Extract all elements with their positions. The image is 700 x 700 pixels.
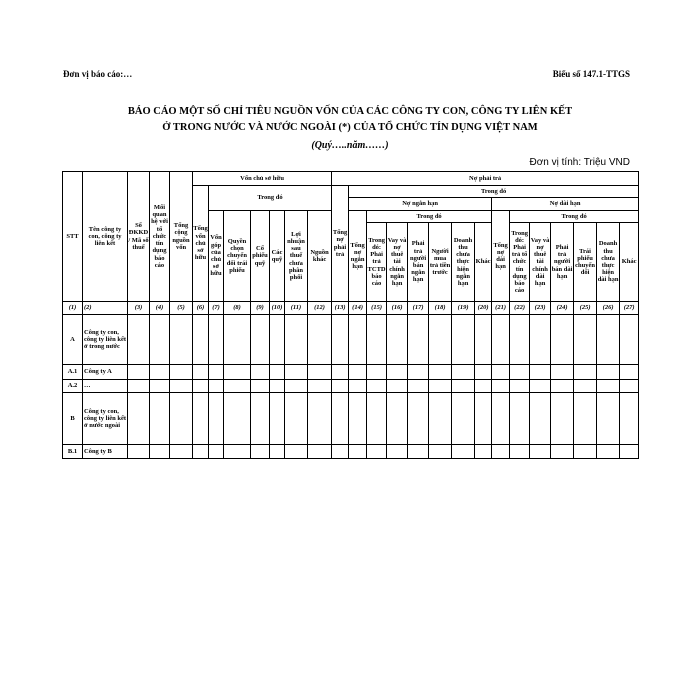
header-short-term-item: Trong đó: Phải trả TCTD báo cáo bbox=[367, 223, 387, 302]
column-number: (11) bbox=[285, 302, 308, 315]
header-liabilities-group: Nợ phải trả bbox=[332, 172, 639, 186]
unit-label: Đơn vị tính: Triệu VND bbox=[529, 157, 630, 168]
header-short-term-item: Doanh thu chưa thực hiện ngắn hạn bbox=[452, 223, 475, 302]
column-number: (4) bbox=[150, 302, 170, 315]
form-number: Biểu số 147.1-TTGS bbox=[552, 69, 630, 79]
column-number: (13) bbox=[332, 302, 349, 315]
report-table bbox=[62, 171, 639, 459]
header-short-term-item: Người mua trả tiền trước bbox=[429, 223, 452, 302]
header-long-term: Nợ dài hạn bbox=[492, 198, 639, 211]
row-stt: A.2 bbox=[63, 380, 83, 393]
header-short-term: Nợ ngắn hạn bbox=[349, 198, 492, 211]
header-short-term-item: Khác bbox=[475, 223, 492, 302]
column-number: (8) bbox=[224, 302, 251, 315]
column-number: (26) bbox=[597, 302, 620, 315]
row-company-name: Công ty B bbox=[83, 445, 128, 459]
column-number: (9) bbox=[251, 302, 270, 315]
report-period: (Quý…..năm……) bbox=[311, 140, 389, 151]
column-number: (18) bbox=[429, 302, 452, 315]
header-stt: STT bbox=[63, 172, 83, 302]
header-equity-item: Nguồn khác bbox=[308, 211, 332, 302]
column-number: (12) bbox=[308, 302, 332, 315]
header-long-term-item: Khác bbox=[620, 223, 639, 302]
row-company-name: Công ty con, công ty liên kết ở nước ngoài bbox=[83, 393, 128, 445]
header-liabilities-of-which: Trong đó bbox=[349, 186, 639, 198]
row-stt: B bbox=[63, 393, 83, 445]
column-number: (2) bbox=[83, 302, 128, 315]
header-long-term-item: Trái phiếu chuyển đổi bbox=[574, 223, 597, 302]
header-long-term-item: Phải trả người bán dài hạn bbox=[551, 223, 574, 302]
column-number: (7) bbox=[209, 302, 224, 315]
header-credit-relation: Mối quan hệ với tổ chức tín dụng báo cáo bbox=[150, 172, 170, 302]
column-number: (10) bbox=[270, 302, 285, 315]
row-company-name: Công ty con, công ty liên kết ở trong nước bbox=[83, 315, 128, 365]
column-number: (16) bbox=[387, 302, 408, 315]
column-number: (6) bbox=[193, 302, 209, 315]
column-number: (1) bbox=[63, 302, 83, 315]
column-number: (5) bbox=[170, 302, 193, 315]
header-long-term-item: Doanh thu chưa thực hiện dài hạn bbox=[597, 223, 620, 302]
column-number: (23) bbox=[530, 302, 551, 315]
column-number: (24) bbox=[551, 302, 574, 315]
column-number: (22) bbox=[510, 302, 530, 315]
table-row bbox=[63, 393, 639, 445]
header-short-term-item: Phải trả người bán ngắn hạn bbox=[408, 223, 429, 302]
header-long-term-total: Tổng nợ dài hạn bbox=[492, 211, 510, 302]
row-stt: A.1 bbox=[63, 365, 83, 380]
column-number: (25) bbox=[574, 302, 597, 315]
column-number: (19) bbox=[452, 302, 475, 315]
report-title-line1: BÁO CÁO MỘT SỐ CHỈ TIÊU NGUỒN VỐN CỦA CÁC CÔNG TY CON, CÔNG TY LIÊN KẾT bbox=[127, 106, 573, 117]
reporting-unit-label: Đơn vị báo cáo:… bbox=[63, 69, 133, 79]
table-row bbox=[63, 365, 639, 380]
table-row bbox=[63, 445, 639, 459]
header-long-term-item: Trong đó: Phải trả tổ chức tín dụng báo cáo bbox=[510, 223, 530, 302]
header-equity-item: Lợi nhuận sau thuế chưa phân phối bbox=[285, 211, 308, 302]
row-company-name: Công ty A bbox=[83, 365, 128, 380]
row-stt: B.1 bbox=[63, 445, 83, 459]
header-short-term-of-which: Trong đó bbox=[367, 211, 492, 223]
header-long-term-of-which: Trong đó bbox=[510, 211, 639, 223]
column-number: (20) bbox=[475, 302, 492, 315]
column-number: (21) bbox=[492, 302, 510, 315]
report-title-line2: Ở TRONG NƯỚC VÀ NƯỚC NGOÀI (*) CỦA TỔ CHỨC TÍN DỤNG VIỆT NAM bbox=[162, 122, 538, 133]
header-short-term-total: Tổng nợ ngắn hạn bbox=[349, 211, 367, 302]
header-tax-code: Số ĐKKD/ Mã số thuế bbox=[128, 172, 150, 302]
header-company-name: Tên công ty con, công ty liên kết bbox=[83, 172, 128, 302]
column-number: (27) bbox=[620, 302, 639, 315]
header-long-term-item: Vay và nợ thuê tài chính dài hạn bbox=[530, 223, 551, 302]
header-liabilities-total: Tổng nợ phải trả bbox=[332, 186, 349, 302]
header-equity-item: Các quỹ bbox=[270, 211, 285, 302]
header-equity-of-which: Trong đó bbox=[209, 186, 332, 211]
table-row bbox=[63, 380, 639, 393]
header-equity-item: Cổ phiếu quỹ bbox=[251, 211, 270, 302]
header-equity-group: Vốn chủ sở hữu bbox=[193, 172, 332, 186]
header-equity-total: Tổng vốn chủ sở hữu bbox=[193, 186, 209, 302]
row-stt: A bbox=[63, 315, 83, 365]
header-equity-item: Vốn góp của chủ sở hữu bbox=[209, 211, 224, 302]
column-number: (14) bbox=[349, 302, 367, 315]
column-number: (3) bbox=[128, 302, 150, 315]
header-short-term-item: Vay và nợ thuê tài chính ngắn hạn bbox=[387, 223, 408, 302]
header-total-capital: Tổng cộng nguồn vốn bbox=[170, 172, 193, 302]
column-number: (17) bbox=[408, 302, 429, 315]
header-equity-item: Quyền chọn chuyển đổi trái phiếu bbox=[224, 211, 251, 302]
row-company-name: … bbox=[83, 380, 128, 393]
column-number: (15) bbox=[367, 302, 387, 315]
table-row bbox=[63, 315, 639, 365]
